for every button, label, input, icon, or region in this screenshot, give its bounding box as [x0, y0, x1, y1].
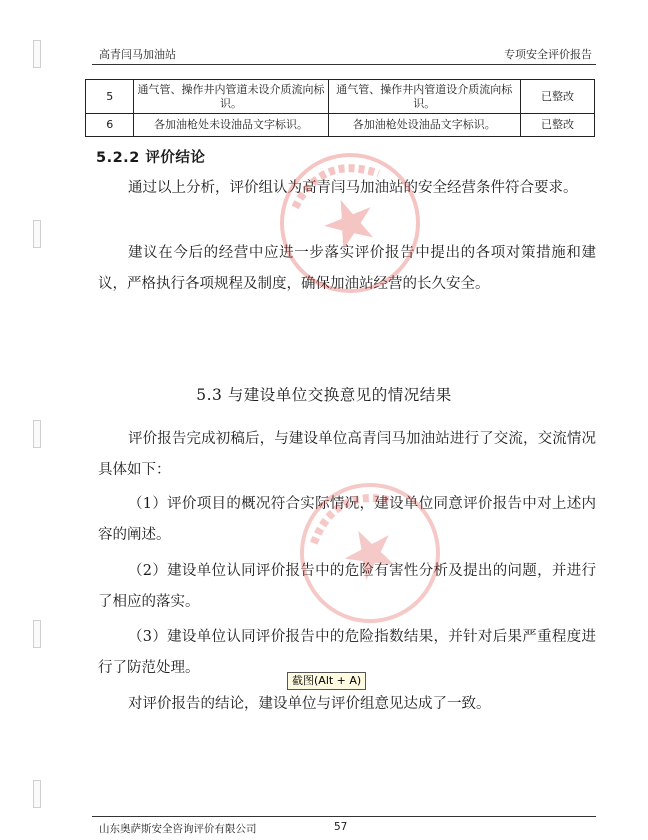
- exchange-item-3: （3）建设单位认同评价报告中的危险指数结果，并针对后果严重程度进行了防范处理。: [98, 629, 596, 676]
- fix-cell: 通气管、操作井内管道设介质流向标识。: [328, 80, 520, 114]
- binding-hole-mark: [33, 420, 41, 448]
- table-row: [86, 114, 595, 137]
- rectification-table: [85, 79, 595, 137]
- status-cell: 已整改: [520, 114, 594, 137]
- status-cell: 已整改: [520, 80, 594, 114]
- problem-cell: 各加油枪处未设油品文字标识。: [134, 114, 328, 137]
- page-number: 57: [334, 821, 348, 833]
- footer-divider: [92, 816, 596, 817]
- exchange-item-2: （2）建设单位认同评价报告中的危险有害性分析及提出的问题，并进行了相应的落实。: [98, 563, 596, 610]
- screenshot-shortcut-tooltip[interactable]: 截图(Alt + A): [287, 672, 366, 690]
- recommendation-paragraph: 建议在今后的经营中应进一步落实评价报告中提出的各项对策措施和建议，严格执行各项规程及制度，确保加油站经营的长久安全。: [98, 245, 596, 292]
- header-site-name: 高青闫马加油站: [99, 48, 176, 61]
- company-seal-top: [275, 148, 425, 298]
- exchange-item-1: （1）评价项目的概况符合实际情况，建设单位同意评价报告中对上述内容的阐述。: [98, 496, 596, 543]
- binding-hole-mark: [33, 620, 41, 648]
- header-report-title: 专项安全评价报告: [504, 48, 592, 61]
- header-divider: [92, 64, 596, 65]
- fix-cell: 各加油枪处设油品文字标识。: [328, 114, 520, 137]
- binding-hole-mark: [33, 40, 41, 68]
- binding-hole-mark: [33, 220, 41, 248]
- problem-cell: 通气管、操作井内管道未设介质流向标识。: [134, 80, 328, 114]
- binding-hole-mark: [33, 780, 41, 808]
- exchange-intro-paragraph: 评价报告完成初稿后，与建设单位高青闫马加油站进行了交流，交流情况具体如下：: [98, 431, 596, 478]
- company-seal-bottom: [295, 478, 445, 628]
- footer-company: 山东奥萨斯安全咨询评价有限公司: [99, 823, 257, 835]
- table-row: [86, 80, 595, 114]
- row-number: 5: [86, 80, 134, 114]
- exchange-final-paragraph: 对评价报告的结论，建设单位与评价组意见达成了一致。: [128, 696, 491, 712]
- conclusion-paragraph: 通过以上分析，评价组认为高青闫马加油站的安全经营条件符合要求。: [128, 180, 578, 196]
- row-number: 6: [86, 114, 134, 137]
- section-heading-opinion-exchange: 5.3 与建设单位交换意见的情况结果: [196, 386, 452, 404]
- section-heading-evaluation-conclusion: 5.2.2 评价结论: [96, 150, 206, 166]
